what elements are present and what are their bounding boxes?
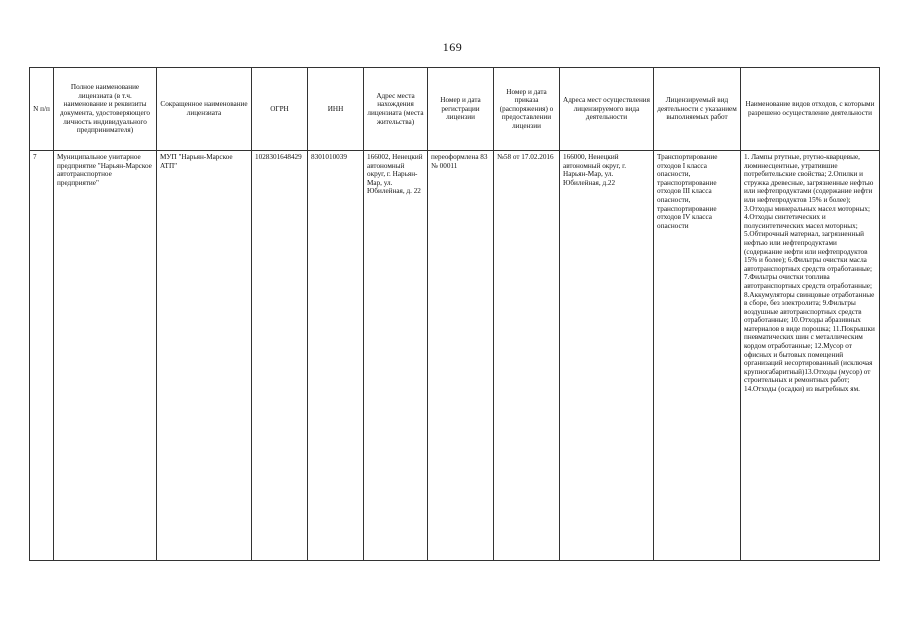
cell-number: 7 [30,151,54,561]
header-cell-waste-types: Наименование видов отходов, с которыми разрешено осуществление деятельности [741,68,880,151]
header-cell-number: N п/п [30,68,54,151]
cell-activity-type: Транспортирование отходов I класса опасности, транспортирование отходов III класса опасности, транспортирование отходов IV класса опасности [654,151,741,561]
header-cell-inn: ИНН [308,68,364,151]
table-header [30,68,880,151]
header-cell-activity-type: Лицензируемый вид деятельности с указанием выполняемых работ [654,68,741,151]
header-row [30,68,880,151]
cell-registration: переоформлена 83 № 00011 [428,151,494,561]
header-cell-ogrn: ОГРН [252,68,308,151]
cell-full-name: Муниципальное унитарное предприятие "Нарьян-Марское автотранспортное предприятие" [54,151,157,561]
table-row [30,151,880,561]
cell-address: 166002, Ненецкий автономный округ, г. Нарьян-Мар, ул. Юбилейная, д. 22 [364,151,428,561]
license-registry-table [29,67,880,561]
header-cell-order: Номер и дата приказа (распоряжения) о предоставлении лицензии [494,68,560,151]
header-cell-full-name: Полное наименование лицензиата (в т.ч. наименование и реквизиты документа, удостоверяющего личность индивидуального предпринимателя) [54,68,157,151]
header-cell-address: Адрес места нахождения лицензиата (места жительства) [364,68,428,151]
header-cell-short-name: Сокращенное наименование лицензиата [157,68,252,151]
header-cell-registration: Номер и дата регистрации лицензии [428,68,494,151]
cell-inn: 8301010039 [308,151,364,561]
page-number: 169 [442,40,463,54]
cell-order: №58 от 17.02.2016 [494,151,560,561]
cell-ogrn: 1028301648429 [252,151,308,561]
cell-waste-types: 1. Лампы ртутные, ртутно-кварцевые, люминесцентные, утратившие потребительские свойства; 2.Опилки и стружка древесные, загрязненные нефтью или нефтепродуктами (содержание нефти или нефтепродуктов 15% и более); 3.Отходы минеральных масел моторных; 4.Отходы синтетических и полусинтетических масел моторных; 5.Обтирочный материал, загрязненный нефтью или нефтепродуктами (содержание нефти или нефтепродуктов 15% и более); 6.Фильтры очистки масла автотранспортных средств отработанные; 7.Фильтры очистки топлива автотранспортных средств отработанные; 8.Аккумуляторы свинцовые отработанные в сборе, без электролита; 9.Фильтры воздушные автотранспортных средств отработанные; 10.Отходы абразивных материалов в виде порошка; 11.Покрышки пневматических шин с металлическим кордом отработанные; 12.Мусор от офисных и бытовых помещений организаций несортированный (исключая крупногабаритный)13.Отходы (мусор) от строительных и ремонтных работ; 14.Отходы (осадки) из выгребных ям. [741,151,880,561]
cell-activity-address: 166000, Ненецкий автономный округ, г. Нарьян-Мар, ул. Юбилейная, д.22 [560,151,654,561]
table-body [30,151,880,561]
header-cell-activity-address: Адреса мест осуществления лицензируемого вида деятельности [560,68,654,151]
cell-short-name: МУП "Нарьян-Марское АТП" [157,151,252,561]
